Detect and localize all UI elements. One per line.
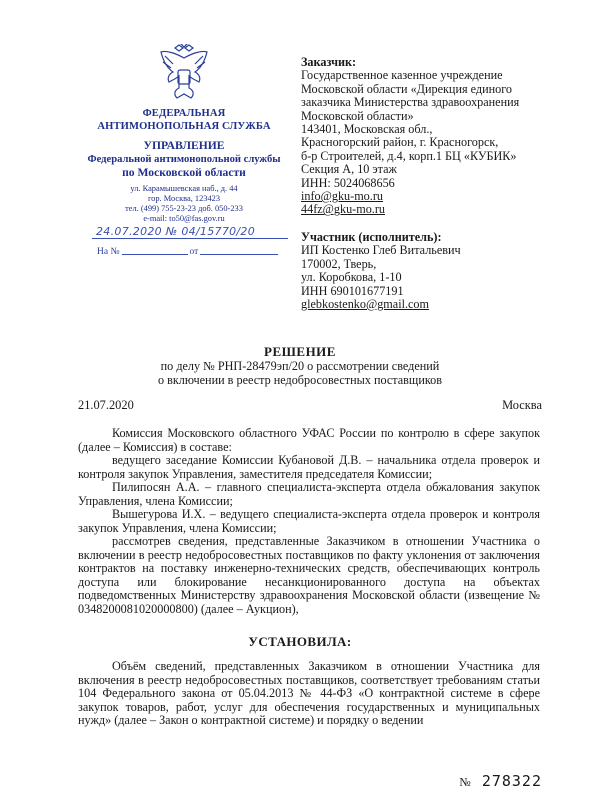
coat-of-arms-icon [157,44,211,102]
parties-block [301,56,561,311]
customer-line: ИНН: 5024068656 [301,175,395,190]
agency-line-3: УПРАВЛЕНИЕ [143,139,225,152]
agency-email: e-mail: to50@fas.gov.ru [143,214,225,223]
body-paragraph: рассмотрев сведения, представленные Заказчиком в отношении Участника о включении в реестр недобросовестных поставщиков по факту уклонения от заключения контрактов на поставку инженерно-технических средств, обеспечивающих контроль доступа или блокирование несанкционированного доступа на объектах подведомственных Министерству здравоохранения Московской области (извещение № 0348200081020000800) (далее – Аукцион), [78,534,540,616]
participant-email[interactable]: glebkostenko@gmail.com [301,296,429,311]
outgoing-reference [90,225,290,243]
participant-label: Участник (исполнитель): [301,229,442,244]
customer-line: Красногорский район, г. Красногорск, [301,135,499,150]
customer-line: б-р Строителей, д.4, корп.1 БЦ «КУБИК» [301,148,517,163]
body-paragraph: Пилипосян А.А. – главного специалиста-эксперта отдела обжалования закупок Управления, члена Комиссии; [78,480,540,508]
serial-number [459,772,542,790]
agency-address-1: ул. Карамышевская наб., д. 44 [130,184,238,193]
body-paragraph: ведущего заседание Комиссии Кубановой Д.В. – начальника отдела проверок и контроля закупок Управления, заместителя председателя Комиссии; [78,453,540,481]
ot-label: от [189,247,199,257]
serial-number-sign: № [459,775,472,789]
customer-email-44fz[interactable]: 44fz@gku-mo.ru [301,202,385,217]
customer-line: Государственное казенное учреждение [301,68,503,83]
na-label: На № [97,247,120,257]
participant-line: ул. Коробкова, 1-10 [301,270,402,285]
decision-title: РЕШЕНИЕ [264,344,336,359]
reference-underline [92,238,288,239]
agency-line-1: ФЕДЕРАЛЬНАЯ [142,108,226,119]
body-paragraph: Объём сведений, представленных Заказчиком в отношении Участника для включения в реестр недобросовестных поставщиков, соответствует требованиям статьи 104 Федерального закона от 05.04.2013 № 44-ФЗ «О контрактной системе в сфере закупок товаров, работ, услуг для обеспечения государственных и муниципальных нужд» (далее – Закон о контрактной системе) и порядку о ведении [78,659,540,727]
participant-line: ИНН 690101677191 [301,283,404,298]
customer-email-info[interactable]: info@gku-mo.ru [301,189,383,204]
participant-line: ИП Костенко Глеб Витальевич [301,243,461,258]
agency-line-4: Федеральной антимонопольной службы [87,154,281,165]
agency-header [78,44,290,224]
established-heading: УСТАНОВИЛА: [248,634,352,649]
decision-city: Москва [502,398,542,412]
commission-composition [78,427,540,616]
findings [78,660,540,728]
decision-subtitle-line-2: о включении в реестр недобросовестных поставщиков [157,373,442,387]
customer-line: Московской области» [301,108,414,123]
customer-line: Секция А, 10 этаж [301,162,397,177]
body-paragraph: Вышегурова И.Х. – ведущего специалиста-эксперта отдела проверок и контроля закупок Управления, члена Комиссии; [78,507,540,535]
outgoing-reference-handwritten: 24.07.2020 № 04/15770/20 [96,225,256,238]
agency-address-2: гор. Москва, 123423 [147,194,221,203]
participant-line: 170002, Тверь, [301,256,377,271]
agency-line-2: АНТИМОНОПОЛЬНАЯ СЛУЖБА [97,120,271,132]
incoming-reference [97,247,297,257]
customer-label: Заказчик: [301,55,357,69]
customer-line: Московской области «Дирекция единого [301,81,513,96]
body-paragraph: Комиссия Московского областного УФАС России по контролю в сфере закупок (далее – Комиссия) в составе: [78,426,540,454]
customer-line: заказчика Министерства здравоохранения [301,95,520,110]
agency-line-5: по Московской области [122,166,246,179]
decision-subtitle [0,359,600,387]
customer-line: 143401, Московская обл., [301,122,433,137]
serial-number-value: 278322 [481,772,542,790]
decision-date: 21.07.2020 [78,398,134,412]
agency-phone: тел. (499) 755-23-23 доб. 050-233 [125,204,243,213]
decision-subtitle-line-1: по делу № РНП-28479эп/20 о рассмотрении сведений [160,359,440,373]
